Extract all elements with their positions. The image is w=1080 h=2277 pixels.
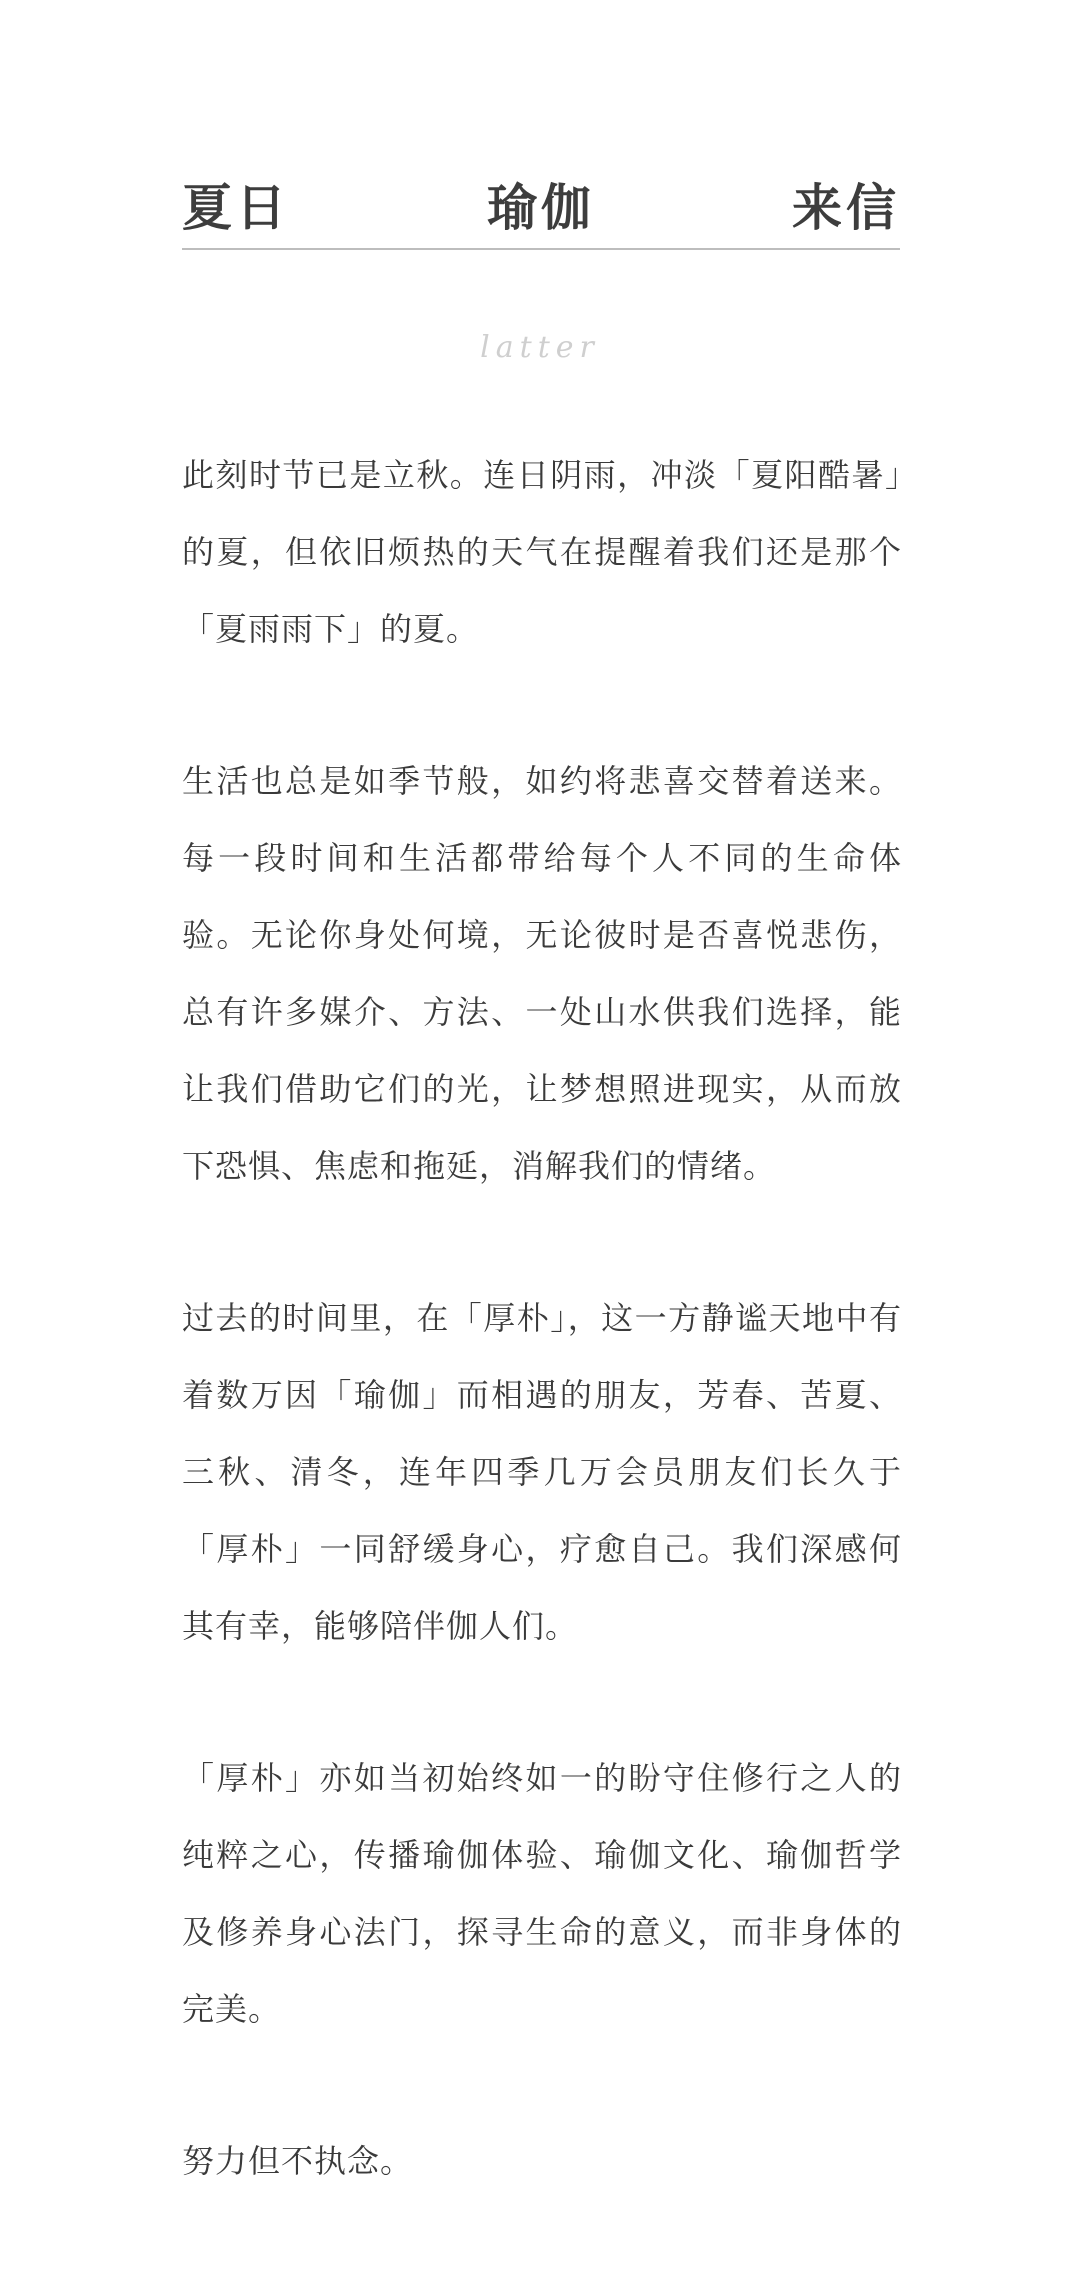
paragraph-2: 生活也总是如季节般，如约将悲喜交替着送来。每一段时间和生活都带给每个人不同的生命体验。无论你身处何境，无论彼时是否喜悦悲伤，总有许多媒介、方法、一处山水供我们选择，能让我们借助它们的光，让梦想照进现实，从而放下恐惧、焦虑和拖延，消解我们的情绪。 [182,762,902,1185]
letter-body [182,437,902,2275]
title-row [182,170,900,250]
title-center: 瑜伽 [487,178,595,237]
title-right: 来信 [792,178,900,237]
subtitle-script: latter [480,330,600,365]
paragraph-1: 此刻时节已是立秋。连日阴雨，冲淡「夏阳酷暑」的夏，但依旧烦热的天气在提醒着我们还是那个「夏雨雨下」的夏。 [182,456,902,648]
paragraph-3: 过去的时间里，在「厚朴」，这一方静谧天地中有着数万因「瑜伽」而相遇的朋友，芳春、苦夏、三秋、清冬，连年四季几万会员朋友们长久于「厚朴」一同舒缓身心，疗愈自己。我们深感何其有幸，能够陪伴伽人们。 [182,1299,902,1645]
title-left: 夏日 [182,178,290,237]
paragraph-5: 努力但不执念。 [182,2142,414,2180]
paragraph-4: 「厚朴」亦如当初始终如一的盼守住修行之人的纯粹之心，传播瑜伽体验、瑜伽文化、瑜伽哲学及修养身心法门，探寻生命的意义，而非身体的完美。 [182,1759,902,2028]
